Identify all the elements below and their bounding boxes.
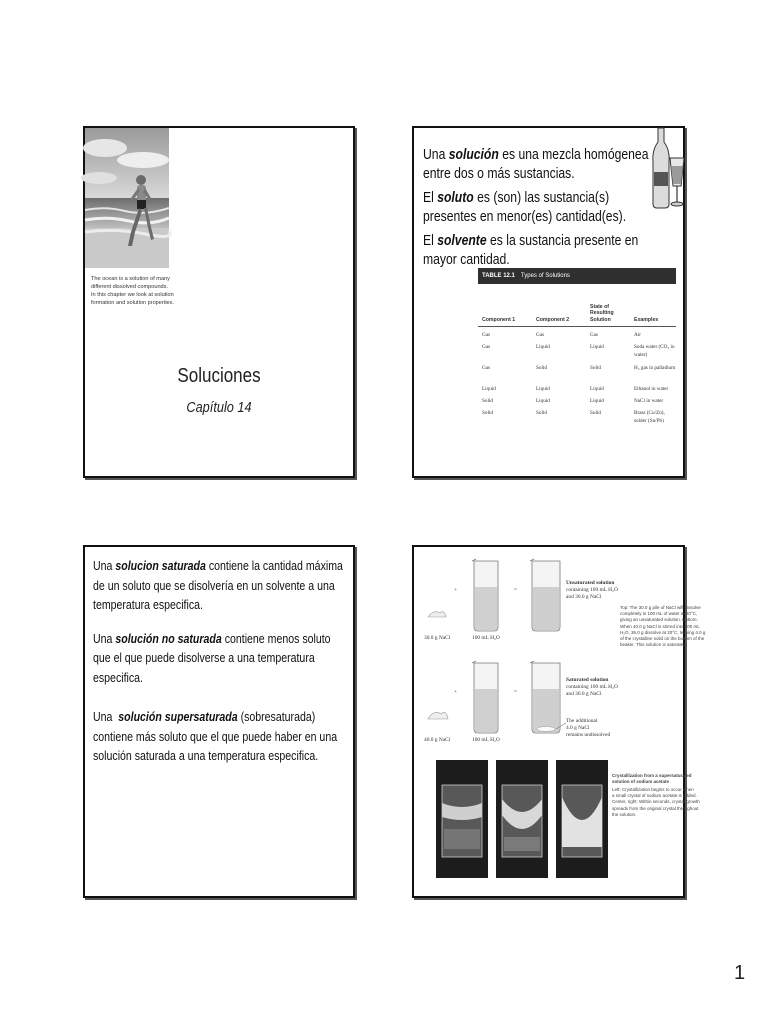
result-title: Saturated solution [566,677,609,683]
crystallization-photo [496,760,548,878]
definition-solution: Una solución es una mezcla homógenea entre dos o más sustancias. [423,147,649,182]
crystallization-title: Crystallization from a supersaturated solution of sodium acetate [612,773,692,785]
result-line: containing 100 mL H₂O [566,587,618,593]
result-line: containing 100 mL H₂O [566,684,618,690]
term: solucion saturada [115,559,206,573]
table-cell: Liquid [590,344,604,350]
caption-line: In this chapter we look at solution [91,292,174,298]
plus-sign: + [454,587,458,593]
table-row [478,364,676,385]
table-header-row [478,290,676,327]
photo-caption [91,275,191,307]
slide-3 [83,545,355,898]
water-label: 100 mL H₂O [472,737,500,743]
table-row [478,331,676,343]
caption-line: formation and solution properties. [91,300,175,306]
table-cell: Liquid [536,398,550,404]
salt-label: 30.0 g NaCl [424,635,451,641]
table-header: State of Resulting Solution [590,303,614,323]
table-row [478,409,676,429]
table-cell: Liquid [590,398,604,404]
beaker-icon [472,559,498,631]
table-title: Types of Solutions [520,273,570,279]
table-cell: Soda water (CO₂ in water) [634,344,675,358]
table-cell: Ethanol in water [634,386,669,392]
table-cell: NaCl in water [634,398,664,404]
table-cell: Solid [482,398,493,404]
table-tag: TABLE 12.1 [482,273,515,279]
table-cell: Gas [482,365,491,371]
slide-subtitle: Capítulo 14 [186,399,252,416]
equals-sign: = [514,587,518,593]
crystallization-caption: Left: Crystallization begins to occur when a small crystal of sodium acetate is added. Center, right: Within seconds, crystal growth spreads from the original crystal throughout the solution. [612,787,700,817]
result-line: 4.0 g NaCl [566,725,590,731]
ocean-beach-photo [85,128,169,268]
table-cell: Gas [590,332,599,338]
beaker-icon [472,661,498,733]
figure-note: Top: The 30.0 g pile of NaCl will dissolve completely in 100 mL of water at 20°C, giving an unsaturated solution. Bottom: When 40.0 g NaCl is stirred into 100 mL H₂O, 36.0 g dissolve at 20°C, leaving 4.0 g of the crystalline solid on the bottom of the beaker. This solution is saturated. [620,605,706,648]
table-cell: Solid [482,410,493,416]
table-cell: Brass (Cu/Zn), solder (Sn/Pb) [634,410,665,424]
slide-2 [412,126,685,478]
salt-pile-icon [428,712,448,719]
table-cell: Gas [536,332,545,338]
table-header: Component 1 [482,316,516,323]
beaker-icon [530,661,566,733]
equals-sign: = [514,689,518,695]
table-cell: H₂ gas in palladium [634,365,676,371]
plus-sign: + [454,689,458,695]
term: solvente [437,233,487,249]
table-cell: Solid [536,410,547,416]
table-cell: Solid [590,410,601,416]
page-number: 1 [734,962,746,984]
table-cell: Gas [482,332,491,338]
table-title-bar [478,268,676,284]
term: solución supersaturada [118,710,238,724]
table-cell: Liquid [536,344,550,350]
table-row [478,343,676,364]
term: solución [448,147,499,163]
table-cell: Solid [590,365,601,371]
table-cell: Gas [482,344,491,350]
caption-line: The ocean is a solution of many [91,276,170,282]
types-of-solutions-table [478,268,676,429]
slide-title: Soluciones [177,365,261,387]
definition-solvent: El solvente es la sustancia presente en mayor cantidad. [423,233,639,268]
definition-solute: El soluto es (son) las sustancia(s) presentes en menor(es) cantidad(es). [423,190,627,225]
term: soluto [437,190,474,206]
water-label: 100 mL H₂O [472,635,500,641]
slide-1 [83,126,355,478]
table-cell: Liquid [482,386,496,392]
table-cell: Liquid [590,386,604,392]
slide-4 [412,545,706,898]
crystallization-photo [556,760,608,878]
table-cell: Liquid [536,386,550,392]
result-line: remains undissolved [566,732,611,738]
result-line: and 36.0 g NaCl [566,691,602,697]
result-title: Unsaturated solution [566,580,615,586]
beaker-icon [530,559,560,631]
term: solución no saturada [115,631,222,646]
table-row [478,385,676,397]
definition-saturated: Una solucion saturada contiene la cantidad máxima de un soluto que se disolvería en un solvente a una temperatura especifica. [93,559,343,612]
table-row [478,397,676,409]
definitions-text [423,146,650,275]
result-line: and 30.0 g NaCl [566,594,602,600]
definition-supersaturated: Una solución supersaturada (sobresaturada) contiene más soluto que el que puede haber en una solución saturada a una temperatura especifica. [93,710,338,763]
result-line: The additional [566,718,598,724]
definition-unsaturated: Una solución no saturada contiene menos soluto que el que puede disolverse a una temperatura especifica. [93,631,331,685]
saturation-definitions [93,557,349,781]
table-cell: Air [634,332,641,338]
solution-figure [414,547,687,900]
salt-pile-icon [428,612,446,617]
table-header: Examples [634,316,659,323]
crystallization-photo [436,760,488,878]
table-cell: Solid [536,365,547,371]
soda-bottle-and-glass-icon [640,128,686,210]
caption-line: different dissolved compounds. [91,284,169,290]
salt-label: 40.0 g NaCl [424,737,451,743]
table-header: Component 2 [536,316,570,323]
